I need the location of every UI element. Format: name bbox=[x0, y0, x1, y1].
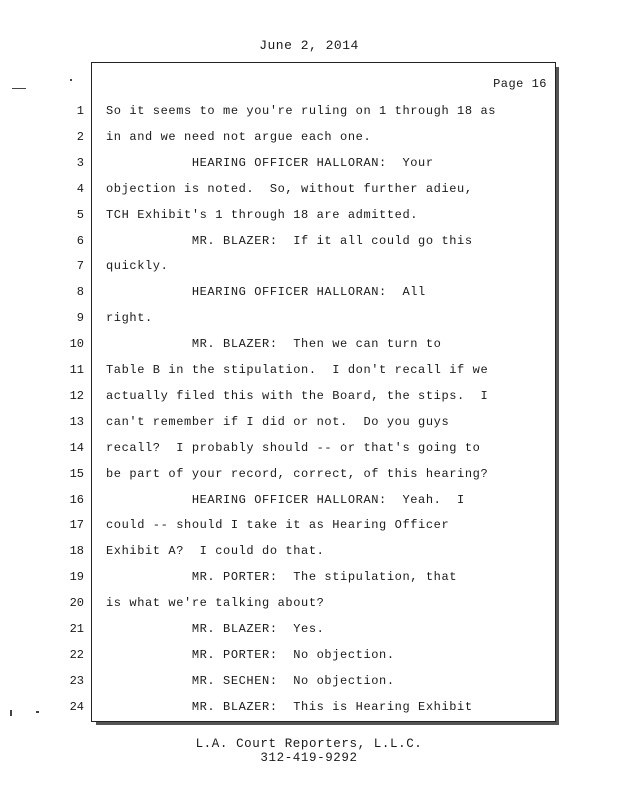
line-number: 1 bbox=[76, 104, 84, 118]
line-number: 8 bbox=[76, 285, 84, 299]
line-number: 17 bbox=[69, 518, 84, 532]
line-number: 2 bbox=[76, 130, 84, 144]
header-date: June 2, 2014 bbox=[259, 38, 359, 53]
line-number: 15 bbox=[69, 467, 84, 481]
scan-speck bbox=[10, 710, 12, 716]
line-text: MR. BLAZER: Yes. bbox=[106, 622, 325, 636]
line-text: MR. BLAZER: If it all could go this bbox=[106, 234, 473, 248]
line-text: HEARING OFFICER HALLORAN: Yeah. I bbox=[106, 493, 465, 507]
line-text: Table B in the stipulation. I don't recall if we bbox=[106, 363, 489, 377]
line-text: MR. BLAZER: This is Hearing Exhibit bbox=[106, 700, 473, 714]
line-number: 12 bbox=[69, 389, 84, 403]
line-text: HEARING OFFICER HALLORAN: Your bbox=[106, 156, 434, 170]
line-text: objection is noted. So, without further adieu, bbox=[106, 182, 473, 196]
line-number: 7 bbox=[76, 259, 84, 273]
line-text: MR. PORTER: No objection. bbox=[106, 648, 395, 662]
line-number: 14 bbox=[69, 441, 84, 455]
line-number: 19 bbox=[69, 570, 84, 584]
line-number: 9 bbox=[76, 311, 84, 325]
page-number: Page 16 bbox=[493, 77, 547, 91]
line-text: actually filed this with the Board, the stips. I bbox=[106, 389, 489, 403]
line-text: right. bbox=[106, 311, 153, 325]
line-number: 23 bbox=[69, 674, 84, 688]
line-text: MR. BLAZER: Then we can turn to bbox=[106, 337, 442, 351]
line-number: 18 bbox=[69, 544, 84, 558]
line-number: 20 bbox=[69, 596, 84, 610]
line-number: 10 bbox=[69, 337, 84, 351]
line-text: HEARING OFFICER HALLORAN: All bbox=[106, 285, 426, 299]
scan-speck bbox=[36, 711, 39, 713]
line-number: 4 bbox=[76, 182, 84, 196]
line-text: be part of your record, correct, of this hearing? bbox=[106, 467, 489, 481]
line-text: can't remember if I did or not. Do you guys bbox=[106, 415, 450, 429]
line-text: could -- should I take it as Hearing Officer bbox=[106, 518, 450, 532]
line-number: 11 bbox=[69, 363, 84, 377]
line-number: 16 bbox=[69, 493, 84, 507]
line-number: 3 bbox=[76, 156, 84, 170]
scan-speck bbox=[70, 79, 72, 81]
scan-speck bbox=[12, 88, 26, 89]
line-number: 13 bbox=[69, 415, 84, 429]
line-text: So it seems to me you're ruling on 1 through 18 as bbox=[106, 104, 497, 118]
line-number: 5 bbox=[76, 208, 84, 222]
footer-company: L.A. Court Reporters, L.L.C. bbox=[195, 737, 423, 751]
line-text: in and we need not argue each one. bbox=[106, 130, 372, 144]
line-text: MR. SECHEN: No objection. bbox=[106, 674, 395, 688]
line-number: 21 bbox=[69, 622, 84, 636]
line-text: quickly. bbox=[106, 259, 169, 273]
line-text: MR. PORTER: The stipulation, that bbox=[106, 570, 458, 584]
line-text: is what we're talking about? bbox=[106, 596, 325, 610]
line-number: 24 bbox=[69, 700, 84, 714]
line-number: 6 bbox=[76, 234, 84, 248]
line-text: Exhibit A? I could do that. bbox=[106, 544, 325, 558]
line-text: TCH Exhibit's 1 through 18 are admitted. bbox=[106, 208, 419, 222]
line-number: 22 bbox=[69, 648, 84, 662]
footer-phone: 312-419-9292 bbox=[260, 751, 358, 765]
line-text: recall? I probably should -- or that's going to bbox=[106, 441, 481, 455]
